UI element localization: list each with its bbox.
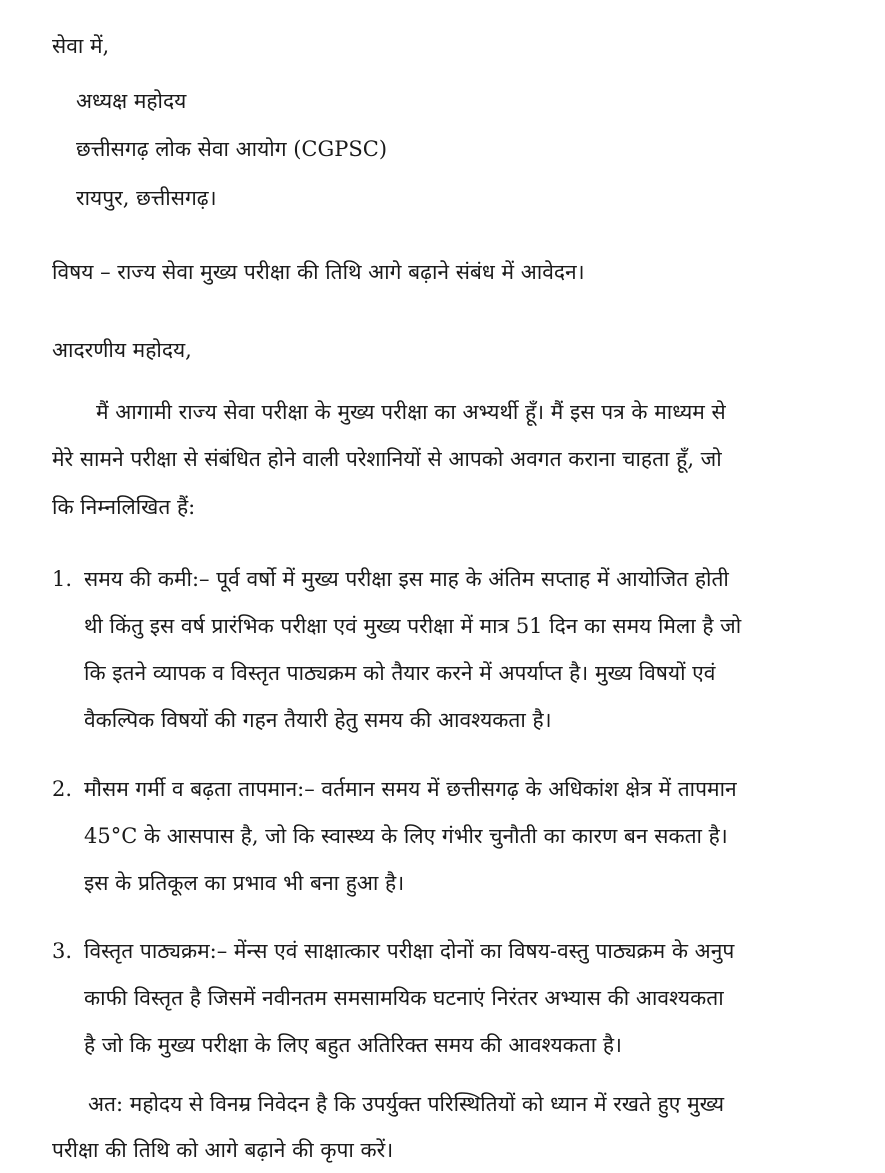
point-3-line-2: काफी विस्तृत है जिसमें नवीनतम समसामयिक घटनाएं निरंतर अभ्यास की आवश्यकता <box>84 986 724 1010</box>
point-1-line-2: थी किंतु इस वर्ष प्रारंभिक परीक्षा एवं मुख्य परीक्षा में मात्र 51 दिन का समय मिला है जो <box>84 614 742 638</box>
closing-line-1: अत: महोदय से विनम्र निवेदन है कि उपर्युक्त परिस्थितियों को ध्यान में रखते हुए मुख्य <box>88 1092 725 1116</box>
address-line-3: रायपुर, छत्तीसगढ़। <box>76 186 217 210</box>
point-3-number: 3. <box>52 939 73 963</box>
address-line-1: अध्यक्ष महोदय <box>76 89 187 113</box>
closing-line-2: परीक्षा की तिथि को आगे बढ़ाने की कृपा करें। <box>52 1138 394 1162</box>
greeting: आदरणीय महोदय, <box>52 338 192 362</box>
point-2-line-1: मौसम गर्मी व बढ़ता तापमान:– वर्तमान समय में छत्तीसगढ़ के अधिकांश क्षेत्र में तापमान <box>84 777 737 801</box>
point-2-line-2: 45°C के आसपास है, जो कि स्वास्थ्य के लिए गंभीर चुनौती का कारण बन सकता है। <box>84 824 728 848</box>
address-line-2: छत्तीसगढ़ लोक सेवा आयोग (CGPSC) <box>76 137 388 161</box>
intro-line-3: कि निम्नलिखित हैं: <box>52 495 196 519</box>
point-2-line-3: इस के प्रतिकूल का प्रभाव भी बना हुआ है। <box>84 871 405 895</box>
salutation-to: सेवा में, <box>52 34 110 58</box>
point-1-line-4: वैकल्पिक विषयों की गहन तैयारी हेतु समय की आवश्यकता है। <box>84 708 552 732</box>
intro-line-1: मैं आगामी राज्य सेवा परीक्षा के मुख्य परीक्षा का अभ्यर्थी हूँ। मैं इस पत्र के माध्यम से <box>96 400 726 424</box>
point-3-line-3: है जो कि मुख्य परीक्षा के लिए बहुत अतिरिक्त समय की आवश्यकता है। <box>84 1033 622 1057</box>
point-1-line-1: समय की कमी:– पूर्व वर्षो में मुख्य परीक्षा इस माह के अंतिम सप्ताह में आयोजित होती <box>84 567 729 591</box>
point-2-number: 2. <box>52 777 73 801</box>
point-1-number: 1. <box>52 567 73 591</box>
point-1-line-3: कि इतने व्यापक व विस्तृत पाठ्यक्रम को तैयार करने में अपर्याप्त है। मुख्य विषयों एवं <box>84 661 716 685</box>
point-3-line-1: विस्तृत पाठ्यक्रम:– मेंन्स एवं साक्षात्कार परीक्षा दोनों का विषय-वस्तु पाठ्यक्रम के अनुप <box>84 939 735 963</box>
subject-line: विषय – राज्य सेवा मुख्य परीक्षा की तिथि आगे बढ़ाने संबंध में आवेदन। <box>52 260 585 284</box>
intro-line-2: मेरे सामने परीक्षा से संबंधित होने वाली परेशानियों से आपको अवगत कराना चाहता हूँ, जो <box>52 447 722 471</box>
